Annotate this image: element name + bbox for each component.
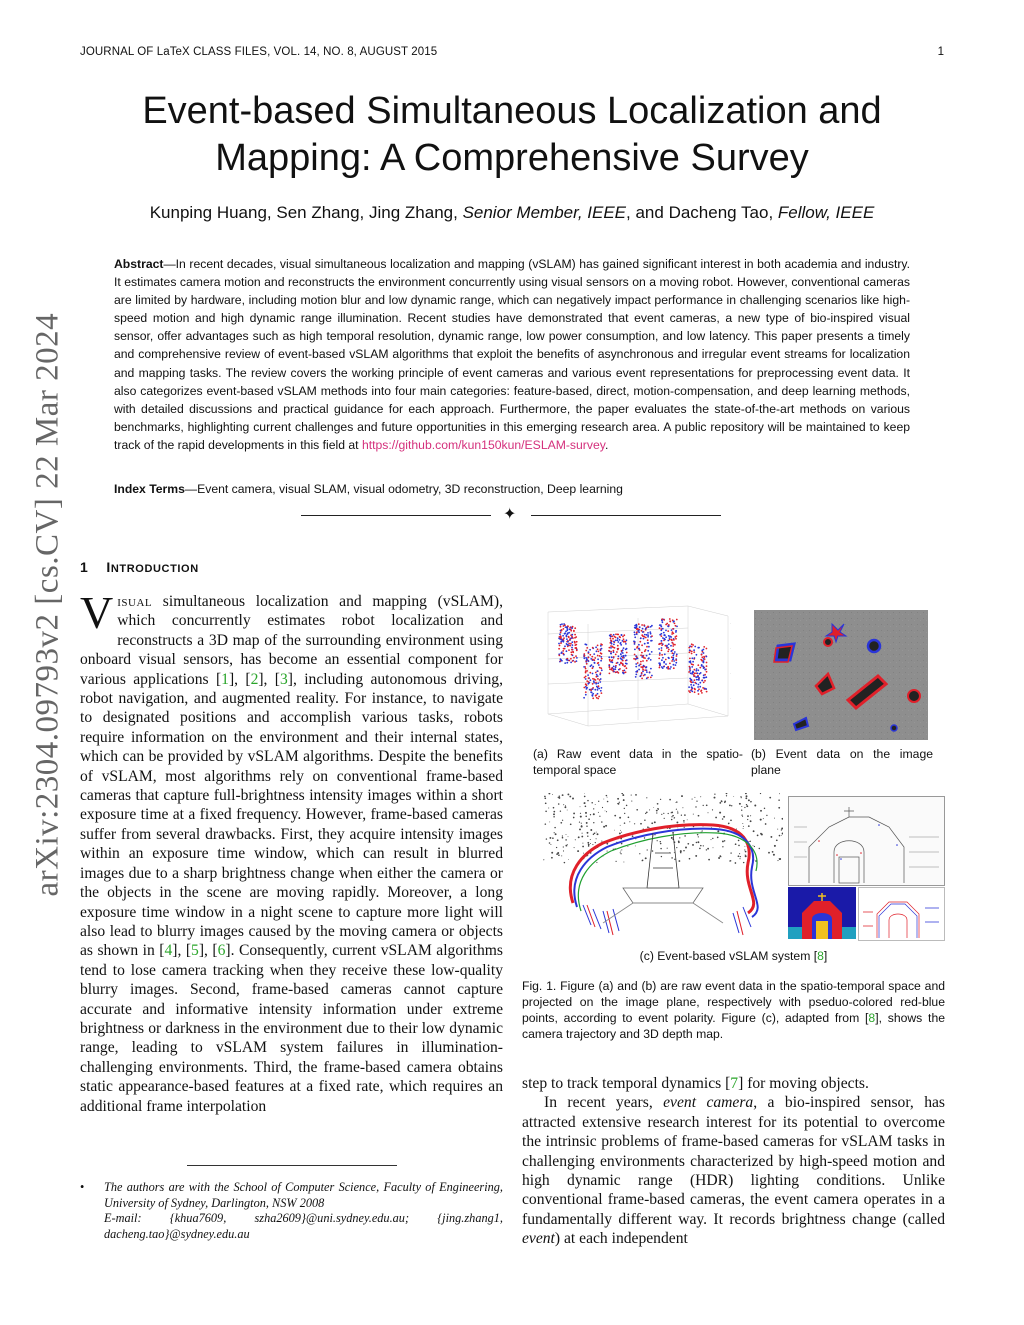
author-list — [70, 203, 954, 223]
index-terms-label: Index Terms — [114, 482, 185, 496]
citation-2[interactable]: 2 — [250, 670, 259, 688]
footnote — [80, 1180, 503, 1242]
figure-1-caption: Fig. 1. Figure (a) and (b) are raw event data in the spatio-temporal space and projected on the image plane, respectively with pseduo-colored red-blue points, according to event polarity. Figure (c), adapted from [8], shows the camera trajectory and 3D depth map. — [522, 979, 945, 1041]
divider-left — [301, 515, 491, 516]
figure-b-caption: (b) Event data on the image plane — [751, 747, 933, 777]
repository-link[interactable]: https://github.com/kun150kun/ESLAM-survey — [361, 437, 605, 452]
figure-c-event-frame — [858, 887, 945, 941]
abstract-label: Abstract — [114, 257, 164, 271]
abstract-end: . — [604, 437, 609, 452]
footnote-bullet: • — [80, 1180, 85, 1194]
author-role-1: Senior Member, IEEE — [462, 203, 627, 222]
figure-a-spatiotemporal-plot — [538, 604, 738, 736]
drop-cap: V — [80, 587, 114, 638]
arxiv-stamp: arXiv:2304.09793v2 [cs.CV] 22 Mar 2024 — [29, 312, 66, 897]
figure-c-depth-map-top — [788, 796, 945, 886]
figure-caption-end: , shows the camera trajectory and 3D depth map. — [522, 1011, 945, 1041]
body-right-p2-end: ) at each independent — [554, 1230, 688, 1248]
divider-right — [531, 515, 721, 516]
figure-c-depth-colormap — [788, 887, 856, 939]
page-number: 1 — [937, 46, 944, 58]
title-line-2: Mapping: A Comprehensive Survey — [215, 137, 809, 179]
figure-c-trajectory-map — [543, 793, 783, 941]
footnote-email: E-mail: {khua7609, szha2609}@uni.sydney.edu.au; {jing.zhang1, dacheng.tao}@sydney.edu.au — [104, 1211, 503, 1241]
author-role-2: Fellow, IEEE — [777, 203, 875, 222]
paper-title — [70, 88, 954, 182]
figure-b-image-plane — [754, 610, 928, 740]
body-left-p3: . Consequently, current vSLAM algorithms tend to lose camera tracking when they receive these low-quality blurry images. Second, frame-based cameras cannot capture accurate and informative intensity information under extreme brightness or darkness in the environment due to their low dynamic range, leading to vSLAM system failures in illumination-challenging environments. Third, the frame-based camera obtains static appearance-based features at a fixed rate, which requires an additional frame interpolation — [80, 942, 503, 1115]
citation-1[interactable]: 1 — [221, 670, 229, 688]
svg-text:.: . — [730, 645, 732, 650]
footnote-rule — [187, 1165, 397, 1166]
index-terms-text: —Event camera, visual SLAM, visual odometry, 3D reconstruction, Deep learning — [184, 482, 623, 496]
body-right-p2-mid: , a bio-inspired sensor, has attracted extensive research interest for its potential to overcome the intrinsic problems of frame-based cameras for vSLAM tasks in challenging environments characterized by high-speed motion and high dynamic range (HDR) lighting conditions. Unlike conventional frame-based cameras, the event camera operates in a fundamentally different way. It records brightness change (called — [522, 1094, 945, 1228]
citation-6[interactable]: 6 — [217, 942, 226, 960]
term-event-camera: event camera — [663, 1094, 754, 1112]
body-right-p2 — [522, 1093, 945, 1248]
citation-3[interactable]: 3 — [279, 670, 288, 688]
citation-8-figure[interactable]: 8 — [817, 949, 824, 963]
figure-a-caption: (a) Raw event data in the spatio-temporal space — [533, 747, 743, 777]
citation-7[interactable]: 7 — [730, 1075, 739, 1092]
citation-4[interactable]: 4 — [164, 942, 173, 960]
section-first-letter: I — [106, 559, 111, 575]
authors-part-1: Kunping Huang, Sen Zhang, Jing Zhang, — [149, 203, 458, 222]
abstract-text: —In recent decades, visual simultaneous localization and mapping (vSLAM) has gained significant interest in both academia and industry. It estimates camera motion and reconstructs the environment concurrently using visual sensors on a moving robot. However, conventional cameras are limited by hardware, including motion blur and low dynamic range, which can negatively impact performance in challenging scenarios like high-speed motion and high dynamic range illumination. Recent studies have demonstrated that event cameras, a new type of bio-inspired visual sensor, offer advantages such as high temporal resolution, dynamic range, low power consumption, and low latency. This paper presents a timely and comprehensive review of event-based vSLAM algorithms that exploit the benefits of asynchronous and irregular event streams for localization and mapping tasks. The review covers the working principle of event cameras and various event representations for preprocessing event data. It also categorizes event-based vSLAM methods into four main categories: feature-based, direct, motion-compensation, and deep learning methods, with detailed discussions and practical guidance for each approach. Furthermore, the paper evaluates the state-of-the-art methods on various benchmarks, highlighting current challenges and future opportunities in this emerging research area. A public repository will be maintained to keep track of the rapid developments in this field at — [114, 257, 910, 452]
svg-text:.: . — [730, 620, 732, 625]
title-line-1: Event-based Simultaneous Localization and — [142, 90, 882, 132]
figure-caption-text: Fig. 1. Figure (a) and (b) are raw event data in the spatio-temporal space and projected on the image plane, respectively with pseduo-colored red-blue points, according to event polarity. Figure (c), adapted from — [522, 979, 945, 1025]
body-right-p1-end: for moving objects. — [743, 1075, 869, 1092]
citation-8-caption[interactable]: 8 — [868, 1011, 876, 1025]
svg-text:.: . — [730, 695, 732, 700]
footnote-affiliation: The authors are with the School of Computer Science, Faculty of Engineering, University of Sydney, Darlington, NSW 2008 — [104, 1180, 503, 1210]
body-right-p2-start: In recent years, — [544, 1094, 664, 1112]
citation-5[interactable]: 5 — [191, 942, 199, 960]
body-right-p1-start: step to track temporal dynamics — [522, 1075, 726, 1092]
section-title-rest: NTRODUCTION — [110, 563, 199, 575]
svg-text:.: . — [730, 670, 732, 675]
authors-part-2: , and Dacheng Tao, — [626, 203, 774, 222]
running-head: JOURNAL OF LaTeX CLASS FILES, VOL. 14, NO. 8, AUGUST 2015 — [80, 46, 438, 58]
term-event: event — [522, 1230, 555, 1248]
body-right-column — [522, 1074, 945, 1249]
figure-c-caption: (c) Event-based vSLAM system [8] — [639, 949, 828, 963]
index-terms — [114, 482, 910, 496]
figure-c-caption-text: (c) Event-based vSLAM system — [639, 949, 814, 963]
section-heading — [80, 559, 199, 575]
section-number: 1 — [80, 559, 89, 575]
divider-diamond-icon: ✦ — [503, 506, 517, 523]
body-right-p1: step to track temporal dynamics [7] for moving objects. — [522, 1075, 869, 1092]
body-left-column: Visual simultaneous localization and mapping (vSLAM), which concurrently estimates robot localization and reconstructs a 3D map of the surrounding environment using onboard visual sensors, has become an essential component for various applications [1], [2], [3], including autonomous driving, robot navigation, and augmented reality. For instance, to navigate to designated positions and accomplish various tasks, robots require information on the environment and their internal states, which can be provided by vSLAM algorithms. Despite the benefits of vSLAM, most algorithms rely on conventional frame-based cameras that capture full-brightness intensity images within a short exposure time at a fixed frequency. However, frame-based cameras suffer from several drawbacks. First, they acquire intensity images within an exposure time window, which can result in blurred images due to a sharp brightness change when either the camera or the objects in the scene are moving rapidly. Moreover, a long exposure time window in a night scene to capture more light will also lead to blurry images caused by the moving camera or objects as shown in [4], [5], [6]. Consequently, current vSLAM algorithms tend to lose camera tracking when they receive these low-quality blurry images. Second, frame-based cameras cannot capture accurate and informative intensity information under extreme brightness or darkness in the environment due to their low dynamic range, leading to vSLAM system failures in illumination-challenging environments. Third, the frame-based camera obtains static appearance-based features at a fixed rate, which requires an additional frame interpolation — [80, 587, 503, 1115]
body-left-p1: simultaneous localization and mapping (vSLAM), which concurrently estimates robot localization and reconstructs a 3D map of the surrounding environment using onboard visual sensors, has become an essential component for various applications — [80, 593, 503, 688]
abstract — [114, 255, 910, 454]
smallcaps-lead: isual — [117, 593, 153, 610]
body-left-p2: , including autonomous driving, robot navigation, and augmented reality. For instance, to navigate to designated positions and accomplish various tasks, robots require information on the environment and their internal states, which can be provided by vSLAM algorithms. Despite the benefits of vSLAM, most algorithms rely on conventional frame-based cameras that capture full-brightness intensity images within a short exposure time at a fixed frequency. However, frame-based cameras suffer from several drawbacks. First, they acquire intensity images within an exposure time window, which can result in blurred images due to a sharp brightness change when either the camera or the objects in the scene are moving rapidly. Moreover, a long exposure time window in a night scene to capture more light will also lead to blurry images caused by the moving camera or objects as shown in — [80, 670, 503, 960]
